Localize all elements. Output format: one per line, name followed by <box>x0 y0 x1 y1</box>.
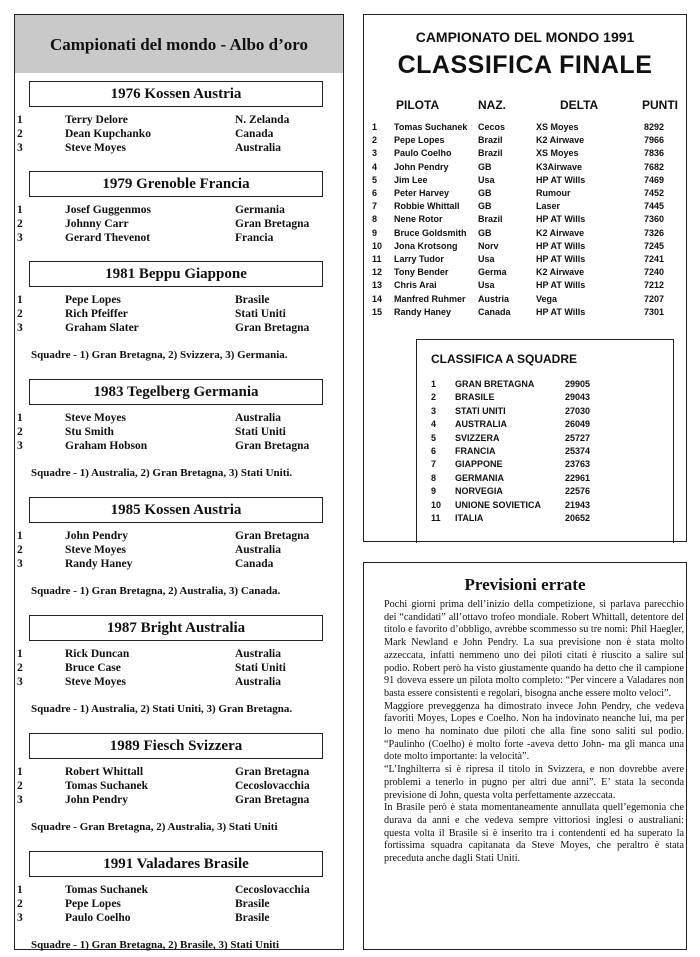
result-pilot: Dean Kupchanko <box>65 128 151 140</box>
glider-cell: Vega <box>536 293 558 304</box>
result-pilot: Stu Smith <box>65 426 114 438</box>
pilot-cell: Tony Bender <box>394 267 449 278</box>
table-row <box>417 391 675 404</box>
glider-cell: HP AT Wills <box>536 240 586 251</box>
header-punti: PUNTI <box>642 98 678 112</box>
nation-cell: GB <box>478 227 492 238</box>
result-pilot: Rick Duncan <box>65 648 130 660</box>
result-nation: Canada <box>235 558 274 570</box>
header-naz: NAZ. <box>478 98 506 112</box>
result-pilot: Robert Whittall <box>65 766 144 778</box>
previsioni-panel <box>363 562 687 950</box>
table-row <box>417 378 675 391</box>
table-row <box>417 512 675 525</box>
event-title: 1976 Kossen Austria <box>29 81 323 107</box>
result-pilot: Terry Delore <box>65 114 128 126</box>
rank-cell: 11 <box>372 254 382 264</box>
glider-cell: XS Moyes <box>536 148 579 159</box>
table-row <box>364 134 688 147</box>
glider-cell: Laser <box>536 201 561 212</box>
result-pilot: Gerard Thevenot <box>65 232 151 244</box>
pilot-cell: John Pendry <box>394 161 449 172</box>
nation-cell: GB <box>478 161 492 172</box>
result-pilot: Johnny Carr <box>65 218 129 230</box>
result-nation: Gran Bretagna <box>235 440 310 452</box>
score-cell: 26049 <box>565 419 591 430</box>
result-pilot: Steve Moyes <box>65 676 126 688</box>
rank-cell: 9 <box>372 227 378 238</box>
nation-cell: Brazil <box>478 214 503 225</box>
table-row <box>364 279 688 292</box>
points-cell: 7469 <box>644 174 665 185</box>
classifica-finale-panel <box>363 14 687 542</box>
event-title: 1987 Bright Australia <box>29 615 323 641</box>
article-paragraph: Pochi giorni prima dell’inizio della competizione, si parlava parecchio dei “candidati” all’ottavo trofeo mondiale. Robert Whittall, detentore del titolo e favorito d’obbligo, avrebbe scommesso su tre nomi: Phil Haegler, Mark Newland e John Pendry. La sua previsione non è stata molto azzeccata, infatti nemmeno uno dei piloti citati è riuscito a salire sul podio. Robert però ha visto giustamente quando ha detto che il campione 91 doveva essere un pilota molto completo: “Per vincere a Valadares non basta essere consistenti e regolari, bisogna anche essere molto veloci”. <box>384 599 684 699</box>
glider-cell: K3Airwave <box>536 161 583 172</box>
points-cell: 7452 <box>644 188 665 198</box>
rank-cell: 3 <box>431 405 437 416</box>
points-cell: 7240 <box>644 267 665 278</box>
pilot-cell: Jona Krotsong <box>394 240 458 251</box>
team-cell: FRANCIA <box>455 446 496 456</box>
event-title: 1989 Fiesch Svizzera <box>29 733 323 759</box>
pilot-cell: Jim Lee <box>394 174 428 185</box>
pilot-cell: Pepe Lopes <box>394 135 445 146</box>
result-position: 3 <box>17 142 23 154</box>
pilot-cell: Robbie Whittall <box>394 201 460 212</box>
result-nation: Gran Bretagna <box>235 794 310 806</box>
pilot-cell: Manfred Ruhmer <box>394 293 466 304</box>
nation-cell: Austria <box>478 293 510 304</box>
team-results: Squadre - 1) Australia, 2) Stati Uniti, 3) Gran Bretagna. <box>31 703 293 715</box>
table-row <box>417 432 675 445</box>
nation-cell: Cecos <box>478 122 506 132</box>
table-row <box>417 405 675 418</box>
nation-cell: GB <box>478 188 492 198</box>
table-row <box>417 499 675 512</box>
points-cell: 7241 <box>644 254 665 264</box>
table-row <box>364 187 688 200</box>
result-nation: Francia <box>235 232 274 244</box>
event-title: 1981 Beppu Giappone <box>29 261 323 287</box>
result-position: 1 <box>17 884 23 896</box>
points-cell: 7326 <box>644 227 665 238</box>
team-cell: ITALIA <box>455 513 484 523</box>
table-row <box>417 485 675 498</box>
table-row <box>364 121 688 134</box>
score-cell: 25374 <box>565 446 591 456</box>
team-cell: UNIONE SOVIETICA <box>455 499 542 510</box>
result-pilot: Rich Pfeiffer <box>65 308 128 320</box>
score-cell: 21943 <box>565 499 591 510</box>
previsioni-title: Previsioni errate <box>464 575 586 594</box>
glider-cell: K2 Airwave <box>536 135 585 146</box>
points-cell: 7966 <box>644 135 665 146</box>
table-row <box>364 213 688 226</box>
score-cell: 20652 <box>565 513 591 523</box>
result-nation: Canada <box>235 128 274 140</box>
rank-cell: 1 <box>372 122 378 132</box>
nation-cell: Canada <box>478 306 511 317</box>
albo-doro-panel <box>14 14 344 950</box>
rank-cell: 15 <box>372 306 383 317</box>
result-nation: Gran Bretagna <box>235 218 310 230</box>
rank-cell: 4 <box>431 419 437 430</box>
team-results: Squadre - 1) Gran Bretagna, 2) Australia, 3) Canada. <box>31 585 281 597</box>
result-pilot: Steve Moyes <box>65 544 126 556</box>
nation-cell: Brazil <box>478 148 503 159</box>
team-cell: SVIZZERA <box>455 432 500 443</box>
score-cell: 25727 <box>565 432 591 443</box>
event-title: 1985 Kossen Austria <box>29 497 323 523</box>
nation-cell: GB <box>478 201 492 212</box>
rank-cell: 2 <box>431 392 437 403</box>
classifica-squadre-box <box>416 339 674 543</box>
nation-cell: Brazil <box>478 135 503 146</box>
points-cell: 7245 <box>644 240 665 251</box>
result-pilot: Graham Slater <box>65 322 139 334</box>
points-cell: 7445 <box>644 201 665 212</box>
nation-cell: Usa <box>478 280 495 291</box>
result-position: 3 <box>17 912 23 924</box>
result-nation: Stati Uniti <box>235 426 286 438</box>
event-title: 1983 Tegelberg Germania <box>29 379 323 405</box>
table-row <box>417 418 675 431</box>
rank-cell: 2 <box>372 135 378 146</box>
rank-cell: 14 <box>372 293 383 304</box>
points-cell: 8292 <box>644 122 665 132</box>
table-row <box>364 240 688 253</box>
result-position: 3 <box>17 794 23 806</box>
rank-cell: 6 <box>372 188 378 198</box>
result-position: 2 <box>17 128 23 140</box>
team-results: Squadre - 1) Australia, 2) Gran Bretagna, 3) Stati Uniti. <box>31 467 293 479</box>
pilot-cell: Bruce Goldsmith <box>394 227 467 238</box>
result-pilot: Steve Moyes <box>65 412 126 424</box>
pilot-cell: Chris Arai <box>394 280 437 291</box>
result-nation: Australia <box>235 142 281 154</box>
result-nation: Australia <box>235 412 281 424</box>
article-paragraph: In Brasile però è stata momentaneamente annullata quell’egemonia che durava da anni e che vedeva sempre vittoriosi inglesi o australiani: questa volta il Brasile si è inserito tra i contendenti ed ha superato la fortissima squadra capitanata da Steve Moyes, che peraltro è stata preceduta anche dagli Stati Uniti. <box>384 802 684 865</box>
pilot-cell: Larry Tudor <box>394 254 444 264</box>
result-position: 2 <box>17 544 23 556</box>
nation-cell: Norv <box>478 240 499 251</box>
glider-cell: K2 Airwave <box>536 267 585 278</box>
result-nation: Australia <box>235 544 281 556</box>
result-position: 1 <box>17 294 23 306</box>
result-nation: N. Zelanda <box>235 114 290 126</box>
result-nation: Cecoslovacchia <box>235 884 310 896</box>
result-nation: Gran Bretagna <box>235 322 310 334</box>
glider-cell: HP AT Wills <box>536 214 586 225</box>
team-results: Squadre - 1) Gran Bretagna, 2) Svizzera, 3) Germania. <box>31 349 288 361</box>
result-position: 1 <box>17 412 23 424</box>
result-position: 3 <box>17 440 23 452</box>
result-pilot: John Pendry <box>65 530 128 542</box>
result-pilot: Josef Guggenmos <box>65 204 151 216</box>
result-nation: Australia <box>235 648 281 660</box>
result-position: 2 <box>17 308 23 320</box>
result-pilot: Paulo Coelho <box>65 912 131 924</box>
glider-cell: Rumour <box>536 188 571 198</box>
result-position: 3 <box>17 322 23 334</box>
rank-cell: 5 <box>372 174 378 185</box>
header-pilota: PILOTA <box>396 98 440 112</box>
points-cell: 7207 <box>644 293 665 304</box>
article-paragraph: “L’Inghilterra si è ripresa il titolo in Svizzera, e non dovrebbe avere problemi a tenerlo in pugno per altri due anni”. E’ stata la seconda previsione di John, questa volta perfettamente azzeccata. <box>384 764 684 801</box>
result-pilot: Tomas Suchanek <box>65 884 148 896</box>
pilot-cell: Randy Haney <box>394 306 452 317</box>
result-position: 3 <box>17 232 23 244</box>
score-cell: 29905 <box>565 379 591 389</box>
result-pilot: Pepe Lopes <box>65 898 121 910</box>
nation-cell: Germa <box>478 267 507 278</box>
table-row <box>364 266 688 279</box>
team-cell: GIAPPONE <box>455 459 503 470</box>
rank-cell: 6 <box>431 446 437 456</box>
result-position: 2 <box>17 218 23 230</box>
table-row <box>364 200 688 213</box>
result-nation: Brasile <box>235 294 270 306</box>
result-position: 2 <box>17 662 23 674</box>
result-nation: Gran Bretagna <box>235 530 310 542</box>
result-nation: Cecoslovacchia <box>235 780 310 792</box>
result-position: 2 <box>17 898 23 910</box>
result-pilot: Pepe Lopes <box>65 294 121 306</box>
table-row <box>417 458 675 471</box>
classifica-title: CLASSIFICA FINALE <box>397 51 653 79</box>
result-pilot: John Pendry <box>65 794 128 806</box>
points-cell: 7301 <box>644 306 665 317</box>
article-paragraph: Maggiore preveggenza ha dimostrato invece John Pendry, che vedeva favoriti Moyes, Lopes e Coelho. Non ha indovinato neanche lui, ma per lo meno ha nominato due piloti che alla fine sono saliti sul podio. “Paulinho (Coelho) è molto forte -aveva detto John- ma gli manca una dote molto importante: la velocità”. <box>384 700 684 763</box>
points-cell: 7212 <box>644 280 665 291</box>
result-position: 3 <box>17 676 23 688</box>
result-position: 1 <box>17 766 23 778</box>
rank-cell: 11 <box>431 513 441 523</box>
result-position: 2 <box>17 780 23 792</box>
result-nation: Stati Uniti <box>235 308 286 320</box>
glider-cell: XS Moyes <box>536 122 579 132</box>
result-pilot: Steve Moyes <box>65 142 126 154</box>
result-nation: Stati Uniti <box>235 662 286 674</box>
table-row <box>364 161 688 174</box>
score-cell: 23763 <box>565 459 591 470</box>
points-cell: 7360 <box>644 214 665 225</box>
score-cell: 27030 <box>565 405 591 416</box>
rank-cell: 13 <box>372 280 383 291</box>
header-delta: DELTA <box>560 98 599 112</box>
pilot-cell: Paulo Coelho <box>394 148 452 159</box>
glider-cell: HP AT Wills <box>536 280 586 291</box>
result-nation: Germania <box>235 204 285 216</box>
result-position: 1 <box>17 204 23 216</box>
team-cell: STATI UNITI <box>455 405 506 416</box>
glider-cell: HP AT Wills <box>536 254 586 264</box>
pilot-cell: Peter Harvey <box>394 188 450 198</box>
result-position: 3 <box>17 558 23 570</box>
team-cell: GERMANIA <box>455 472 504 483</box>
table-row <box>364 253 688 266</box>
result-pilot: Bruce Case <box>65 662 121 674</box>
score-cell: 22961 <box>565 472 591 483</box>
rank-cell: 1 <box>431 379 437 389</box>
team-results: Squadre - 1) Gran Bretagna, 2) Brasile, 3) Stati Uniti <box>31 939 280 951</box>
nation-cell: Usa <box>478 254 495 264</box>
points-cell: 7682 <box>644 161 665 172</box>
result-position: 1 <box>17 114 23 126</box>
pilot-cell: Nene Rotor <box>394 214 443 225</box>
rank-cell: 7 <box>372 201 378 212</box>
team-cell: AUSTRALIA <box>455 419 507 430</box>
table-row <box>364 306 688 319</box>
table-row <box>364 227 688 240</box>
rank-cell: 4 <box>372 161 378 172</box>
result-position: 1 <box>17 530 23 542</box>
previsioni-text <box>384 599 684 866</box>
glider-cell: HP AT Wills <box>536 306 586 317</box>
table-row <box>364 147 688 160</box>
rank-cell: 3 <box>372 148 378 159</box>
rank-cell: 12 <box>372 267 383 278</box>
glider-cell: HP AT Wills <box>536 174 586 185</box>
result-position: 2 <box>17 426 23 438</box>
team-cell: GRAN BRETAGNA <box>455 379 535 389</box>
result-nation: Brasile <box>235 898 270 910</box>
team-cell: BRASILE <box>455 392 495 403</box>
nation-cell: Usa <box>478 174 495 185</box>
result-nation: Brasile <box>235 912 270 924</box>
table-row <box>364 293 688 306</box>
result-pilot: Randy Haney <box>65 558 133 570</box>
result-pilot: Graham Hobson <box>65 440 148 452</box>
result-position: 1 <box>17 648 23 660</box>
team-cell: NORVEGIA <box>455 486 503 497</box>
table-row <box>417 445 675 458</box>
event-title: 1979 Grenoble Francia <box>29 171 323 197</box>
result-pilot: Tomas Suchanek <box>65 780 148 792</box>
albo-title: Campionati del mondo - Albo d’oro <box>49 35 309 54</box>
rank-cell: 5 <box>431 432 437 443</box>
squadre-title: CLASSIFICA A SQUADRE <box>431 352 578 366</box>
rank-cell: 10 <box>372 240 383 251</box>
pilot-cell: Tomas Suchanek <box>394 122 468 132</box>
rank-cell: 8 <box>372 214 378 225</box>
result-nation: Australia <box>235 676 281 688</box>
glider-cell: K2 Airwave <box>536 227 585 238</box>
rank-cell: 10 <box>431 499 442 510</box>
table-row <box>417 472 675 485</box>
classifica-subtitle: CAMPIONATO DEL MONDO 1991 <box>415 29 635 45</box>
rank-cell: 8 <box>431 472 437 483</box>
points-cell: 7836 <box>644 148 665 159</box>
rank-cell: 9 <box>431 486 437 497</box>
team-results: Squadre - Gran Bretagna, 2) Australia, 3) Stati Uniti <box>31 821 278 833</box>
score-cell: 22576 <box>565 486 591 497</box>
rank-cell: 7 <box>431 459 437 470</box>
result-nation: Gran Bretagna <box>235 766 310 778</box>
table-row <box>364 174 688 187</box>
score-cell: 29043 <box>565 392 591 403</box>
event-title: 1991 Valadares Brasile <box>29 851 323 877</box>
